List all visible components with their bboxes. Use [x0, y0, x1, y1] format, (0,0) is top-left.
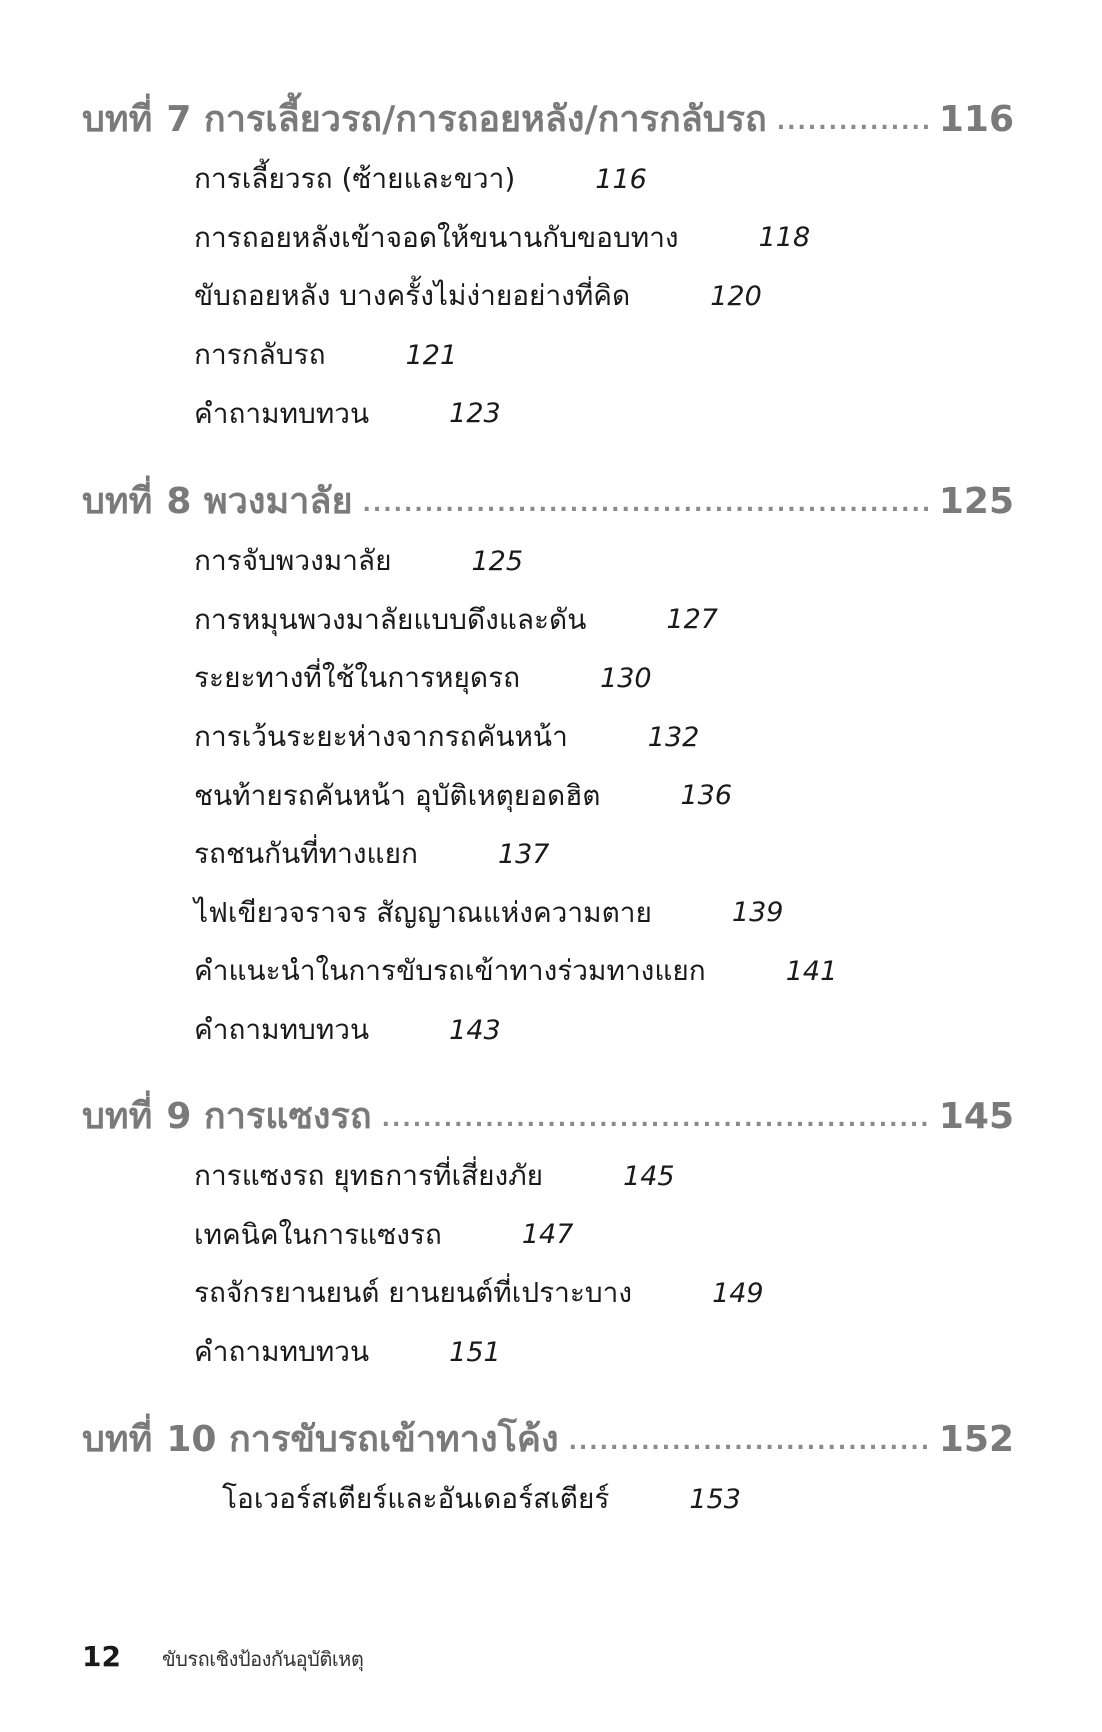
entry-list: [194, 1147, 1014, 1381]
entry-title: ขับถอยหลัง บางครั้งไม่ง่ายอย่างที่คิด: [194, 279, 631, 313]
chapter-title: การเลี้ยวรถ/การถอยหลัง/การกลับรถ: [203, 99, 767, 140]
list-item: [194, 708, 1014, 767]
entry-page-number: 130: [600, 662, 652, 694]
list-item: [194, 1206, 1014, 1265]
chapter-heading: [82, 1087, 1014, 1147]
chapter-heading: [82, 1410, 1014, 1470]
entry-title: คำถามทบทวน: [194, 1335, 370, 1369]
entry-page-number: 118: [758, 222, 811, 254]
chapter-number: 8: [166, 481, 192, 522]
chapter-number: 10: [166, 1419, 217, 1460]
chapter-title: การขับรถเข้าทางโค้ง: [228, 1419, 559, 1460]
entry-page-number: 153: [689, 1483, 741, 1515]
list-item: [194, 209, 1014, 268]
entry-page-number: 136: [680, 780, 733, 812]
dot-leader: [363, 492, 931, 517]
entry-title: การกลับรถ: [194, 338, 326, 372]
dot-leader: [569, 1430, 931, 1455]
list-item: [194, 326, 1014, 385]
entry-title: การถอยหลังเข้าจอดให้ขนานกับขอบทาง: [194, 220, 679, 254]
entry-title: การแซงรถ ยุทธการที่เสี่ยงภัย: [194, 1159, 544, 1193]
list-item: [194, 384, 1014, 443]
list-item: [222, 1470, 1014, 1529]
dot-leader: [382, 1107, 931, 1132]
entry-title: ชนท้ายรถคันหน้า อุบัติเหตุยอดฮิต: [194, 778, 601, 812]
dot-leader: [777, 110, 931, 135]
list-item: [194, 267, 1014, 326]
chapter-heading: [82, 472, 1014, 532]
list-item: [194, 1001, 1014, 1060]
chapter-title: การแซงรถ: [203, 1096, 372, 1137]
list-item: [194, 942, 1014, 1001]
chapter-10: [82, 1410, 1014, 1529]
chapter-label: บทที่ 7 การเลี้ยวรถ/การถอยหลัง/การกลับรถ: [82, 99, 767, 140]
entry-page-number: 132: [647, 721, 700, 753]
entry-page-number: 149: [712, 1277, 764, 1309]
chapter-label: บทที่ 9 การแซงรถ: [82, 1096, 372, 1137]
entry-page-number: 145: [623, 1160, 675, 1192]
entry-title: การจับพวงมาลัย: [194, 544, 392, 578]
entry-page-number: 139: [731, 897, 784, 929]
chapter-heading: [82, 90, 1014, 150]
entry-list: [194, 150, 1014, 443]
page-footer: [82, 1640, 363, 1675]
chapter-page-number: 116: [938, 99, 1014, 140]
entry-page-number: 143: [449, 1014, 501, 1046]
entry-page-number: 121: [405, 339, 458, 371]
chapter-label: บทที่ 8 พวงมาลัย: [82, 481, 353, 522]
list-item: [194, 1147, 1014, 1206]
chapter-page-number: 152: [938, 1419, 1014, 1460]
entry-title: การเว้นระยะห่างจากรถคันหน้า: [194, 720, 568, 754]
entry-page-number: 116: [595, 163, 647, 195]
list-item: [194, 766, 1014, 825]
entry-title: รถจักรยานยนต์ ยานยนต์ที่เปราะบาง: [194, 1276, 633, 1310]
list-item: [194, 884, 1014, 943]
entry-title: ไฟเขียวจราจร สัญญาณแห่งความตาย: [194, 895, 652, 929]
entry-list: [194, 532, 1014, 1059]
chapter-7: [82, 90, 1014, 443]
entry-page-number: 123: [449, 398, 501, 430]
entry-title: รถชนกันที่ทางแยก: [194, 837, 418, 871]
chapter-page-number: 125: [938, 481, 1014, 522]
chapter-8: [82, 472, 1014, 1059]
running-title: ขับรถเชิงป้องกันอุบัติเหตุ: [162, 1647, 364, 1671]
chapter-page-number: 145: [938, 1096, 1014, 1137]
entry-title: คำถามทบทวน: [194, 396, 370, 430]
list-item: [194, 1264, 1014, 1323]
entry-page-number: 137: [497, 838, 550, 870]
entry-list: [222, 1470, 1014, 1529]
entry-title: การเลี้ยวรถ (ซ้ายและขวา): [194, 162, 516, 196]
list-item: [194, 591, 1014, 650]
entry-title: เทคนิคในการแซงรถ: [194, 1217, 442, 1251]
chapter-title: พวงมาลัย: [203, 481, 353, 522]
chapter-label: บทที่ 10 การขับรถเข้าทางโค้ง: [82, 1419, 559, 1460]
page-number: 12: [82, 1640, 121, 1673]
entry-title: คำแนะนำในการขับรถเข้าทางร่วมทางแยก: [194, 954, 706, 988]
entry-page-number: 147: [521, 1219, 574, 1251]
list-item: [194, 150, 1014, 209]
entry-title: ระยะทางที่ใช้ในการหยุดรถ: [194, 661, 521, 695]
chapter-number: 9: [166, 1096, 192, 1137]
entry-title: โอเวอร์สเตียร์และอันเดอร์สเตียร์: [222, 1482, 610, 1516]
entry-title: การหมุนพวงมาลัยแบบดึงและดัน: [194, 602, 587, 636]
entry-page-number: 141: [785, 955, 838, 987]
chapter-number: 7: [166, 99, 192, 140]
entry-page-number: 125: [471, 545, 524, 577]
list-item: [194, 649, 1014, 708]
list-item: [194, 532, 1014, 591]
list-item: [194, 825, 1014, 884]
list-item: [194, 1323, 1014, 1382]
entry-page-number: 120: [710, 280, 762, 312]
chapter-9: [82, 1087, 1014, 1381]
entry-page-number: 127: [666, 604, 718, 636]
entry-title: คำถามทบทวน: [194, 1013, 370, 1047]
entry-page-number: 151: [449, 1336, 501, 1368]
